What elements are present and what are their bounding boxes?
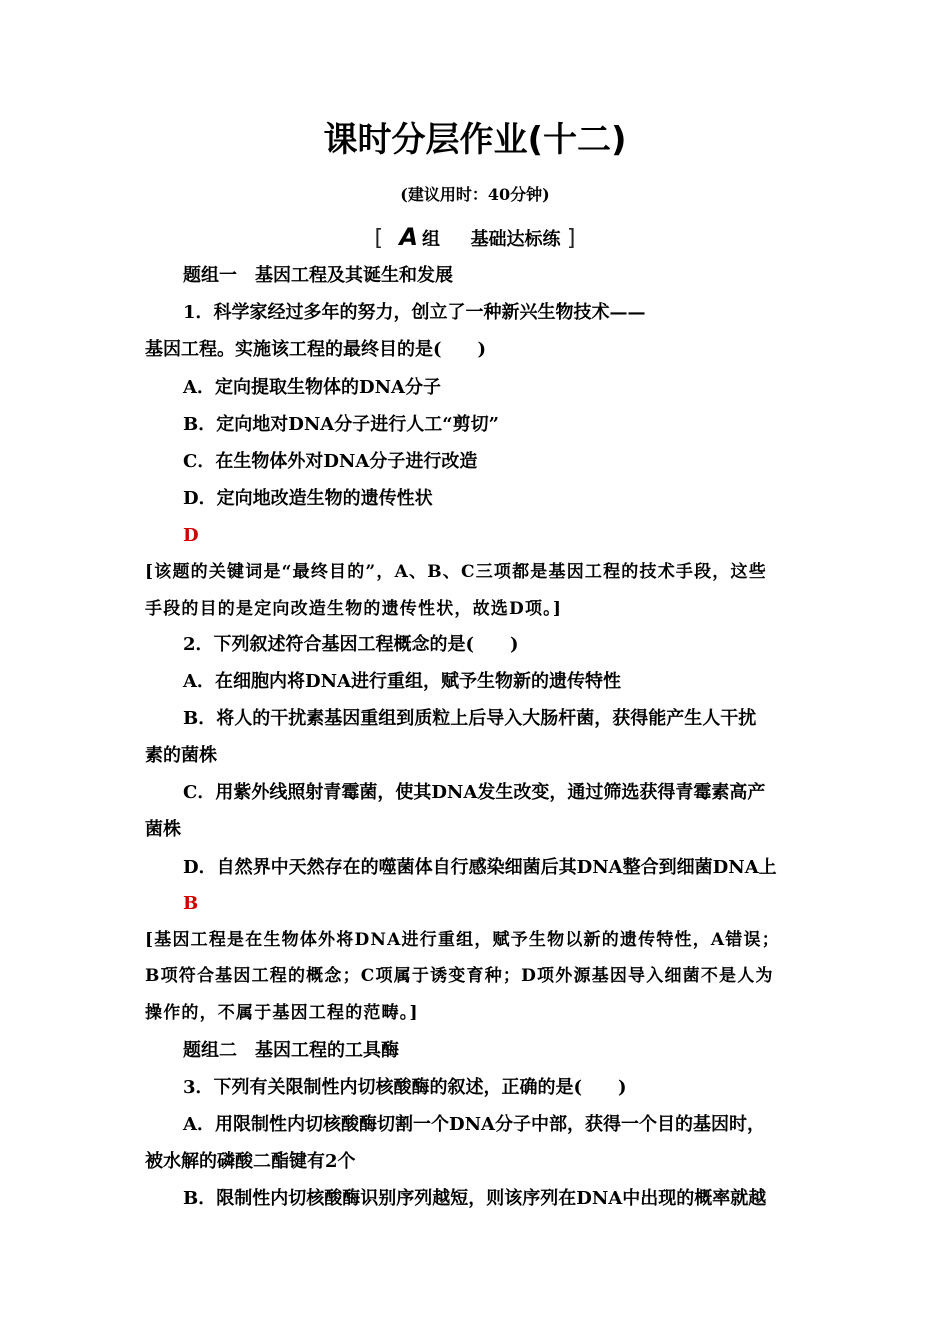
time-suggestion: (建议用时：40分钟): [400, 185, 550, 204]
option-text: 素的菌株: [145, 745, 217, 766]
option-text: A．定向提取生物体的DNA分子: [183, 377, 441, 398]
explanation-text: B项符合基因工程的概念；C项属于诱变育种；D项外源基因导入细菌不是人为: [145, 966, 774, 986]
section-heading: 题组一 基因工程及其诞生和发展: [183, 265, 453, 286]
answer-letter: B: [183, 893, 199, 914]
question-text: 基因工程。实施该工程的最终目的是( ): [145, 339, 487, 360]
option-text: D．定向地改造生物的遗传性状: [183, 488, 433, 509]
explanation-text: 手段的目的是定向改造生物的遗传性状，故选D项。]: [145, 599, 563, 619]
option-text: 被水解的磷酸二酯键有2个: [145, 1151, 356, 1172]
section-heading: 题组二 基因工程的工具酶: [183, 1040, 399, 1061]
group-name: 基础达标练: [470, 229, 561, 250]
option-text: B．定向地对DNA分子进行人工“剪切”: [183, 414, 499, 435]
question-text: 2．下列叙述符合基因工程概念的是( ): [183, 634, 519, 655]
group-letter: A: [399, 223, 418, 251]
option-text: 菌株: [145, 819, 181, 840]
option-text: D．自然界中天然存在的噬菌体自行感染细菌后其DNA整合到细菌DNA上: [183, 857, 777, 878]
group-label: [0, 224, 950, 253]
question-text: 3．下列有关限制性内切核酸酶的叙述，正确的是( ): [183, 1077, 627, 1098]
option-text: A．在细胞内将DNA进行重组，赋予生物新的遗传特性: [183, 671, 621, 692]
option-text: B．将人的干扰素基因重组到质粒上后导入大肠杆菌，获得能产生人干扰: [183, 708, 757, 729]
answer-letter: D: [183, 525, 199, 546]
option-text: A．用限制性内切核酸酶切割一个DNA分子中部，获得一个目的基因时，: [183, 1114, 765, 1135]
option-text: C．用紫外线照射青霉菌，使其DNA发生改变，通过筛选获得青霉素高产: [183, 782, 766, 803]
option-text: C．在生物体外对DNA分子进行改造: [183, 451, 478, 472]
page-title: 课时分层作业(十二): [323, 120, 627, 160]
explanation-text: [该题的关键词是“最终目的”，A、B、C三项都是基因工程的技术手段，这些: [145, 562, 767, 582]
question-text: 1．科学家经过多年的努力，创立了一种新兴生物技术——: [183, 302, 646, 323]
option-text: B．限制性内切核酸酶识别序列越短，则该序列在DNA中出现的概率就越: [183, 1188, 767, 1209]
bracket-left: [: [374, 226, 384, 251]
bracket-right: ]: [566, 226, 576, 251]
explanation-text: 操作的，不属于基因工程的范畴。]: [145, 1003, 419, 1023]
group-word: 组: [422, 229, 440, 250]
explanation-text: [基因工程是在生物体外将DNA进行重组，赋予生物以新的遗传特性，A错误；: [145, 930, 780, 950]
